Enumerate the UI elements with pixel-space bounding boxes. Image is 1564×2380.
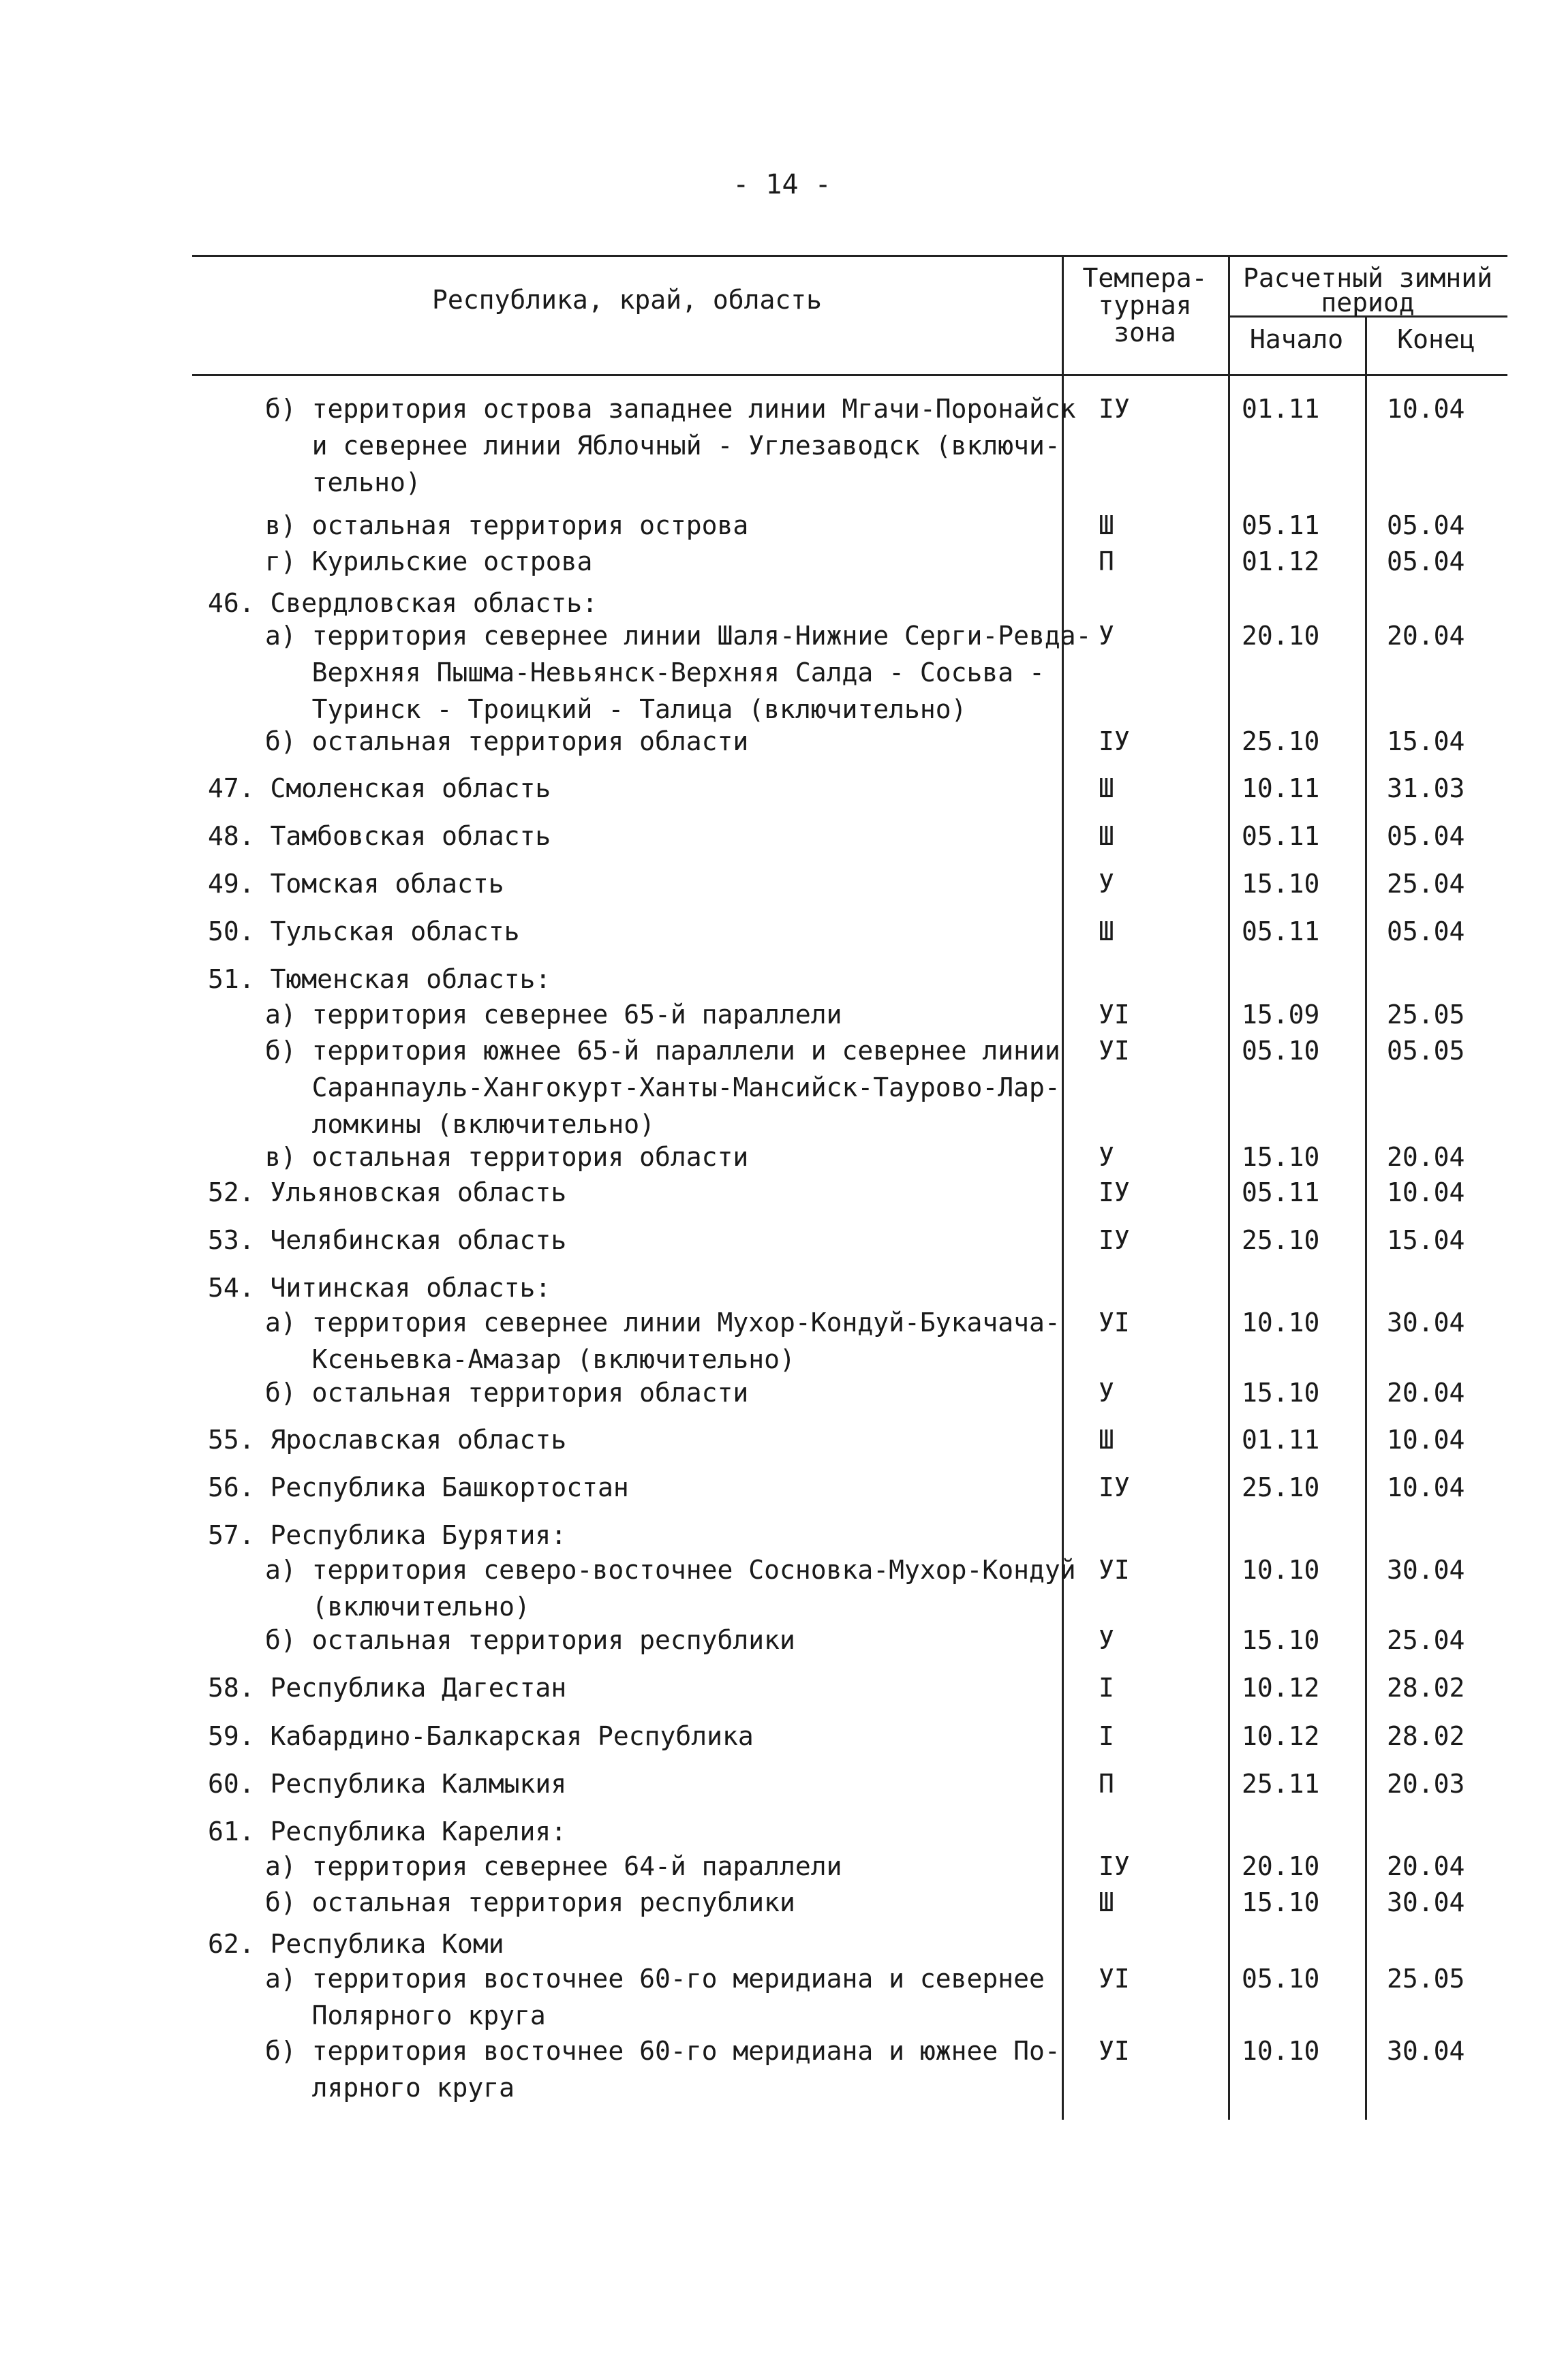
region-cell-continuation: и севернее линии Яблочный - Углезаводск (включи-: [265, 431, 1060, 461]
start-cell: 05.10: [1242, 1036, 1320, 1066]
zone-cell: IУ: [1099, 726, 1130, 756]
region-cell: 58. Республика Дагестан: [208, 1673, 567, 1703]
zone-cell: У: [1099, 1378, 1114, 1408]
end-cell: 10.04: [1387, 1472, 1465, 1502]
header-period-line: Расчетный зимний: [1242, 263, 1493, 293]
end-cell: 25.04: [1387, 869, 1465, 899]
zone-cell: У: [1099, 621, 1114, 651]
start-cell: 01.11: [1242, 394, 1320, 424]
end-cell: 20.04: [1387, 1378, 1465, 1408]
region-cell: 60. Республика Калмыкия: [208, 1769, 567, 1799]
zone-cell: П: [1099, 546, 1114, 576]
zone-cell: IУ: [1099, 1472, 1130, 1502]
region-cell-continuation: ломкины (включительно): [265, 1109, 655, 1139]
region-cell: а) территория севернее 64-й параллели: [265, 1851, 842, 1881]
zone-cell: I: [1099, 1721, 1114, 1751]
end-cell: 28.02: [1387, 1721, 1465, 1751]
end-cell: 10.04: [1387, 394, 1465, 424]
start-cell: 25.10: [1242, 1472, 1320, 1502]
end-cell: 30.04: [1387, 1308, 1465, 1338]
period-column-divider: [1228, 255, 1230, 2120]
region-cell: а) территория северо-восточнее Сосновка-Мухор-Кондуй: [265, 1555, 1076, 1585]
region-cell: 54. Читинская область:: [208, 1273, 551, 1303]
region-cell-continuation: Полярного круга: [265, 2000, 546, 2030]
start-cell: 05.11: [1242, 1177, 1320, 1207]
region-cell-continuation: лярного круга: [265, 2073, 515, 2103]
zone-cell: Ш: [1099, 510, 1114, 540]
region-cell-continuation: Туринск - Троицкий - Талица (включительно): [265, 694, 967, 724]
start-cell: 15.10: [1242, 1142, 1320, 1172]
region-cell: 56. Республика Башкортостан: [208, 1472, 629, 1502]
zone-column-divider: [1062, 255, 1064, 2120]
end-cell: 28.02: [1387, 1673, 1465, 1703]
start-cell: 20.10: [1242, 1851, 1320, 1881]
end-cell: 25.05: [1387, 1000, 1465, 1030]
start-end-column-divider: [1365, 315, 1367, 2120]
region-cell: а) территория севернее линии Мухор-Кондуй-Букачача-: [265, 1308, 1060, 1338]
start-cell: 05.11: [1242, 510, 1320, 540]
region-cell: б) территория острова западнее линии Мгачи-Поронайск: [265, 394, 1076, 424]
zone-cell: Ш: [1099, 1425, 1114, 1455]
zone-cell: УI: [1099, 1308, 1130, 1338]
region-cell: в) остальная территория острова: [265, 510, 749, 540]
zone-cell: IУ: [1099, 394, 1130, 424]
end-cell: 05.04: [1387, 821, 1465, 851]
region-cell: б) остальная территория области: [265, 726, 749, 756]
start-cell: 01.11: [1242, 1425, 1320, 1455]
region-cell: г) Курильские острова: [265, 546, 593, 576]
region-cell: 48. Тамбовская область: [208, 821, 551, 851]
start-cell: 25.10: [1242, 1225, 1320, 1255]
region-cell: б) остальная территория области: [265, 1378, 749, 1408]
header-end: Конец: [1397, 324, 1475, 354]
zone-cell: У: [1099, 869, 1114, 899]
zone-cell: IУ: [1099, 1225, 1130, 1255]
region-cell: 49. Томская область: [208, 869, 504, 899]
region-cell: 52. Ульяновская область: [208, 1177, 567, 1207]
region-cell: 53. Челябинская область: [208, 1225, 567, 1255]
start-cell: 15.09: [1242, 1000, 1320, 1030]
start-cell: 05.11: [1242, 821, 1320, 851]
table-top-rule: [192, 255, 1507, 257]
zone-cell: У: [1099, 1625, 1114, 1655]
zone-cell: I: [1099, 1673, 1114, 1703]
start-cell: 10.10: [1242, 2036, 1320, 2066]
region-cell: б) остальная территория республики: [265, 1887, 795, 1917]
region-cell: 62. Республика Коми: [208, 1929, 504, 1959]
end-cell: 10.04: [1387, 1177, 1465, 1207]
region-cell: 46. Свердловская область:: [208, 588, 598, 618]
zone-cell: УI: [1099, 1555, 1130, 1585]
region-cell: 61. Республика Карелия:: [208, 1817, 567, 1846]
start-cell: 10.11: [1242, 773, 1320, 803]
region-cell-continuation: Верхняя Пышма-Невьянск-Верхняя Салда - Сосьва -: [265, 658, 1045, 687]
start-cell: 05.11: [1242, 916, 1320, 946]
region-cell: в) остальная территория области: [265, 1142, 749, 1172]
region-cell: 59. Кабардино-Балкарская Республика: [208, 1721, 754, 1751]
header-bottom-rule: [192, 374, 1507, 376]
end-cell: 05.04: [1387, 546, 1465, 576]
start-cell: 15.10: [1242, 869, 1320, 899]
header-zone-line: турная: [1098, 290, 1192, 320]
header-zone-line: Темпера-: [1082, 263, 1208, 293]
region-cell: а) территория севернее линии Шаля-Нижние Серги-Ревда-: [265, 621, 1092, 651]
region-cell: б) территория южнее 65-й параллели и севернее линии: [265, 1036, 1060, 1066]
zone-cell: УI: [1099, 2036, 1130, 2066]
zone-cell: УI: [1099, 1036, 1130, 1066]
end-cell: 20.04: [1387, 621, 1465, 651]
region-cell: 51. Тюменская область:: [208, 964, 551, 994]
start-cell: 01.12: [1242, 546, 1320, 576]
zone-cell: IУ: [1099, 1851, 1130, 1881]
start-cell: 10.12: [1242, 1673, 1320, 1703]
start-cell: 05.10: [1242, 1964, 1320, 1994]
zone-cell: УI: [1099, 1000, 1130, 1030]
start-cell: 15.10: [1242, 1625, 1320, 1655]
header-start: Начало: [1249, 324, 1344, 354]
zone-cell: Ш: [1099, 821, 1114, 851]
zone-cell: Ш: [1099, 1887, 1114, 1917]
end-cell: 05.04: [1387, 916, 1465, 946]
end-cell: 25.04: [1387, 1625, 1465, 1655]
page-number: - 14 -: [733, 169, 831, 200]
region-cell-continuation: Саранпауль-Хангокурт-Ханты-Мансийск-Таурово-Лар-: [265, 1072, 1060, 1102]
end-cell: 20.04: [1387, 1851, 1465, 1881]
start-cell: 25.11: [1242, 1769, 1320, 1799]
zone-cell: П: [1099, 1769, 1114, 1799]
region-cell: 50. Тульская область: [208, 916, 520, 946]
zone-cell: Ш: [1099, 773, 1114, 803]
zone-cell: У: [1099, 1142, 1114, 1172]
start-cell: 25.10: [1242, 726, 1320, 756]
end-cell: 10.04: [1387, 1425, 1465, 1455]
start-cell: 10.12: [1242, 1721, 1320, 1751]
start-cell: 20.10: [1242, 621, 1320, 651]
end-cell: 05.05: [1387, 1036, 1465, 1066]
end-cell: 20.03: [1387, 1769, 1465, 1799]
header-zone-line: зона: [1114, 318, 1176, 347]
region-cell: 47. Смоленская область: [208, 773, 551, 803]
zone-cell: IУ: [1099, 1177, 1130, 1207]
start-cell: 15.10: [1242, 1887, 1320, 1917]
end-cell: 31.03: [1387, 773, 1465, 803]
zone-cell: УI: [1099, 1964, 1130, 1994]
end-cell: 30.04: [1387, 2036, 1465, 2066]
region-cell: б) остальная территория республики: [265, 1625, 795, 1655]
zone-cell: Ш: [1099, 916, 1114, 946]
end-cell: 05.04: [1387, 510, 1465, 540]
end-cell: 15.04: [1387, 726, 1465, 756]
header-zone: [1062, 264, 1228, 346]
region-cell: а) территория севернее 65-й параллели: [265, 1000, 842, 1030]
start-cell: 10.10: [1242, 1555, 1320, 1585]
region-cell: б) территория восточнее 60-го меридиана и южнее По-: [265, 2036, 1060, 2066]
end-cell: 30.04: [1387, 1887, 1465, 1917]
end-cell: 30.04: [1387, 1555, 1465, 1585]
header-period-line: период: [1321, 288, 1415, 318]
end-cell: 20.04: [1387, 1142, 1465, 1172]
region-cell: 55. Ярославская область: [208, 1425, 567, 1455]
region-cell-continuation: Ксеньевка-Амазар (включительно): [265, 1344, 795, 1374]
region-cell: 57. Республика Бурятия:: [208, 1520, 567, 1550]
region-cell-continuation: (включительно): [265, 1592, 530, 1622]
end-cell: 15.04: [1387, 1225, 1465, 1255]
start-cell: 15.10: [1242, 1378, 1320, 1408]
end-cell: 25.05: [1387, 1964, 1465, 1994]
region-cell-continuation: тельно): [265, 467, 421, 497]
start-cell: 10.10: [1242, 1308, 1320, 1338]
header-region: Республика, край, область: [432, 285, 822, 315]
region-cell: а) территория восточнее 60-го меридиана и севернее: [265, 1964, 1045, 1994]
